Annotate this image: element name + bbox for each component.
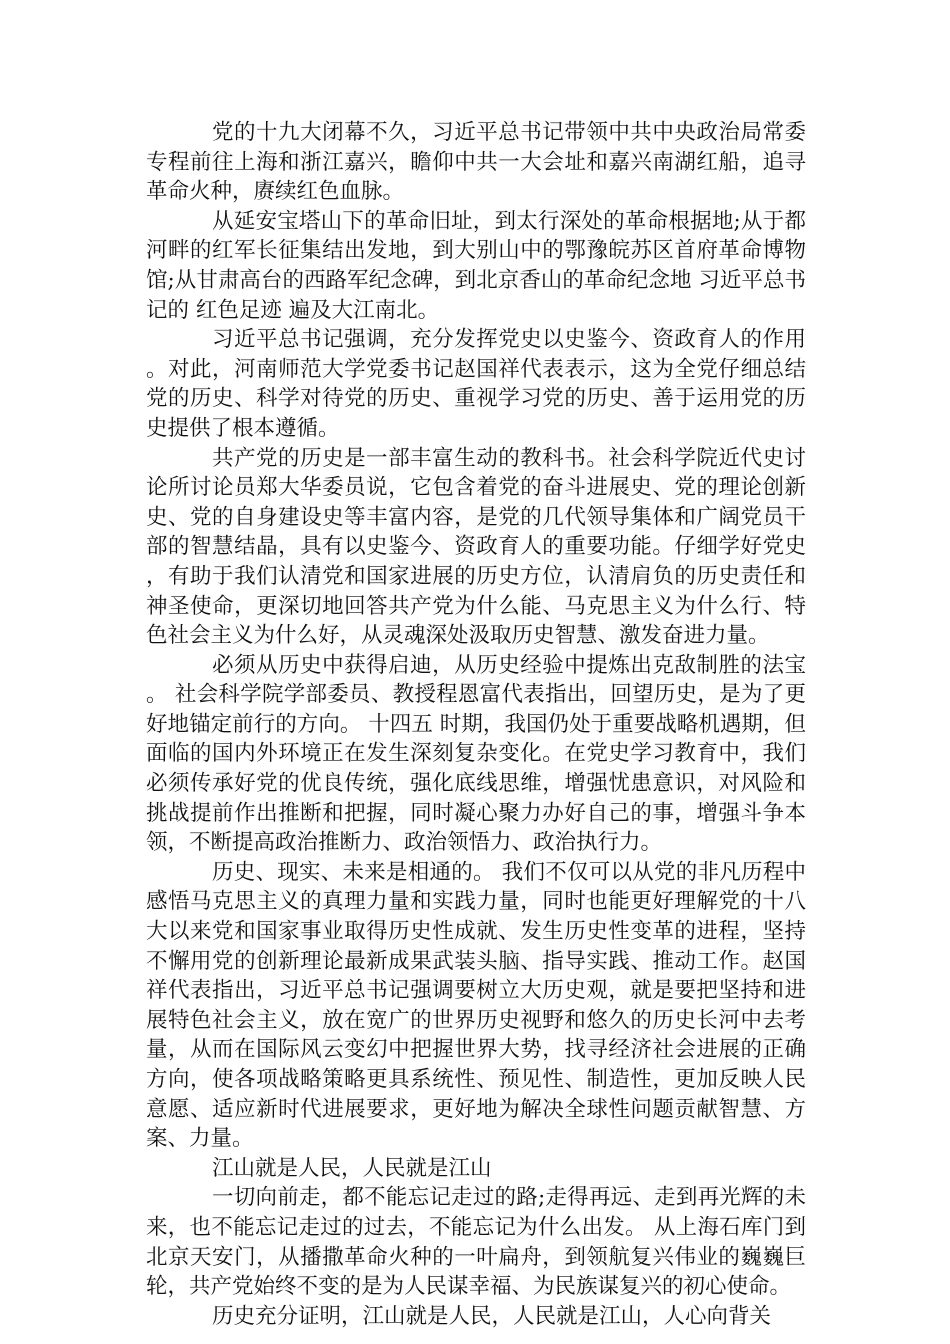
paragraph: 必须从历史中获得启迪，从历史经验中提炼出克敌制胜的法宝。 社会科学院学部委员、教授程恩富代表指出，回望历史，是为了更好地锚定前行的方向。 十四五 时期，我国仍处于重要战略机遇期，但面临的国内外环境正在发生深刻复杂变化。在党史学习教育中，我们必须传承好党的优良传统，强化底线思维，增强忧患意识，对风险和挑战提前作出推断和把握，同时凝心聚力办好自己的事，增强斗争本领，不断提高政治推断力、政治领悟力、政治执行力。 bbox=[146, 652, 806, 856]
paragraph: 历史充分证明，江山就是人民，人民就是江山，人心向背关 bbox=[212, 1303, 772, 1329]
paragraph: 历史、现实、未来是相通的。 我们不仅可以从党的非凡历程中感悟马克思主义的真理力量和实践力量，同时也能更好理解党的十八大以来党和国家事业取得历史性成就、发生历史性变革的进程，坚持不懈用党的创新理论最新成果武装头脑、指导实践、推动工作。赵国祥代表指出，习近平总书记强调要树立大历史观，就是要把坚持和进展特色社会主义，放在宽广的世界历史视野和悠久的历史长河中去考量，从而在国际风云变幻中把握世界大势，找寻经济社会进展的正确方向，使各项战略策略更具系统性、预见性、制造性，更加反映人民意愿、适应新时代进展要求，更好地为解决全球性问题贡献智慧、方案、力量。 bbox=[146, 859, 806, 1152]
paragraph: 党的十九大闭幕不久，习近平总书记带领中共中央政治局常委专程前往上海和浙江嘉兴，瞻仰中共一大会址和嘉兴南湖红船，追寻革命火种，赓续红色血脉。 bbox=[146, 120, 806, 205]
paragraph: 从延安宝塔山下的革命旧址，到太行深处的革命根据地;从于都河畔的红军长征集结出发地，到大别山中的鄂豫皖苏区首府革命博物馆;从甘肃高台的西路军纪念碑，到北京香山的革命纪念地 习近平总书记的 红色足迹 遍及大江南北。 bbox=[146, 208, 806, 323]
paragraph: 共产党的历史是一部丰富生动的教科书。社会科学院近代史讨论所讨论员郑大华委员说，它包含着党的奋斗进展史、党的理论创新史、党的自身建设史等丰富内容，是党的几代领导集体和广阔党员干部的智慧结晶，具有以史鉴今、资政育人的重要功能。仔细学好党史，有助于我们认清党和国家进展的历史方位，认清肩负的历史责任和神圣使命，更深切地回答共产党为什么能、马克思主义为什么行、特色社会主义为什么好，从灵魂深处汲取历史智慧、激发奋进力量。 bbox=[146, 445, 806, 649]
paragraph: 一切向前走，都不能忘记走过的路;走得再远、走到再光辉的未来，也不能忘记走过的过去，不能忘记为什么出发。 从上海石库门到北京天安门，从播撒革命火种的一叶扁舟，到领航复兴伟业的巍巍巨轮，共产党始终不变的是为人民谋幸福、为民族谋复兴的初心使命。 bbox=[146, 1185, 806, 1300]
document-body bbox=[146, 118, 806, 1331]
paragraph: 习近平总书记强调，充分发挥党史以史鉴今、资政育人的作用。对此，河南师范大学党委书记赵国祥代表表示，这为全党仔细总结党的历史、科学对待党的历史、重视学习党的历史、善于运用党的历史提供了根本遵循。 bbox=[146, 327, 806, 441]
section-heading: 江山就是人民，人民就是江山 bbox=[212, 1155, 492, 1181]
